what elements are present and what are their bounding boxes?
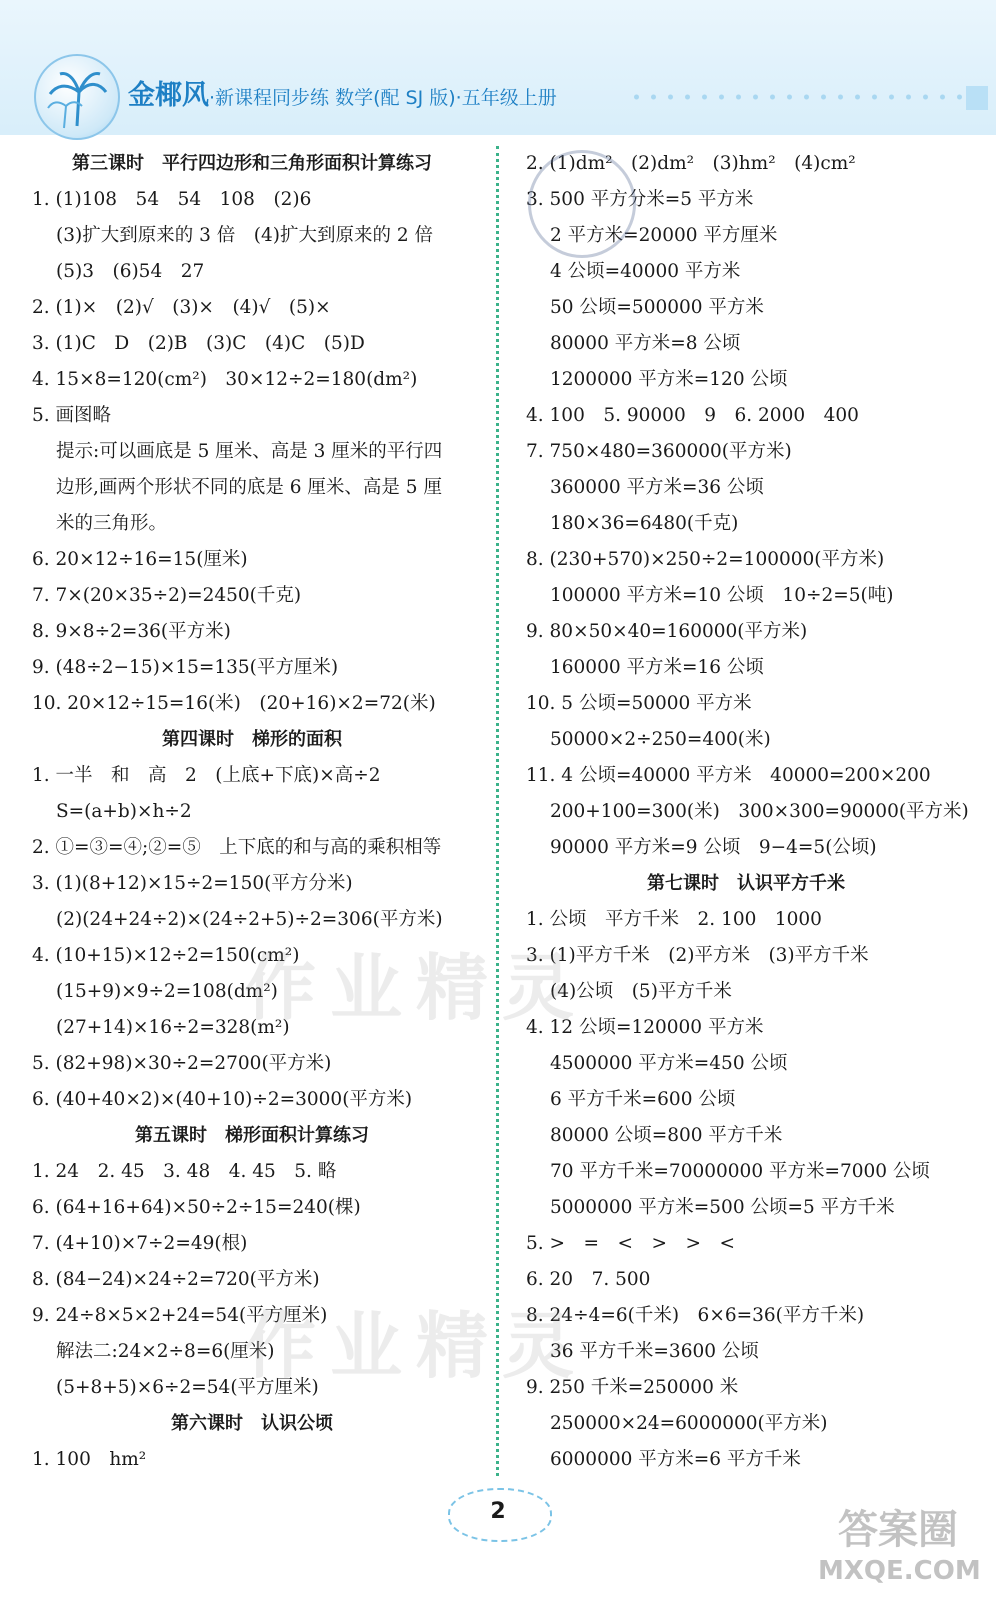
answer-item: 8. 24÷4=6(千米) 6×6=36(平方千米) xyxy=(526,1305,865,1326)
section-heading: 第四课时 梯形的面积 xyxy=(162,729,342,750)
answer-item: 5. 画图略 xyxy=(32,405,112,426)
page-header xyxy=(0,0,996,135)
answer-continuation: 80000 平方米=8 公顷 xyxy=(550,333,741,354)
answer-continuation: 360000 平方米=36 公顷 xyxy=(550,477,764,498)
answer-item: 5. > = < > > < xyxy=(526,1233,736,1254)
answer-continuation: 36 平方千米=3600 公顷 xyxy=(550,1341,759,1362)
answer-item: 3. 500 平方分米=5 平方米 xyxy=(526,189,754,210)
answer-item: 9. (48÷2−15)×15=135(平方厘米) xyxy=(32,657,339,678)
answer-continuation: (15+9)×9÷2=108(dm²) xyxy=(56,981,278,1002)
answer-item: 7. 7×(20×35÷2)=2450(千克) xyxy=(32,585,302,606)
answer-continuation: 2 平方米=20000 平方厘米 xyxy=(550,225,778,246)
answer-item: 1. 24 2. 45 3. 48 4. 45 5. 略 xyxy=(32,1161,337,1182)
column-divider xyxy=(496,146,499,1476)
header-title xyxy=(128,76,557,116)
corner-watermark xyxy=(818,1504,981,1594)
answer-continuation: (3)扩大到原来的 3 倍 (4)扩大到原来的 2 倍 xyxy=(56,225,433,246)
section-heading: 第五课时 梯形面积计算练习 xyxy=(135,1125,369,1146)
answer-continuation: 80000 公顷=800 平方千米 xyxy=(550,1125,783,1146)
answer-item: 2. (1)× (2)√ (3)× (4)√ (5)× xyxy=(32,297,331,318)
page-number: 2 xyxy=(490,1499,506,1524)
corner-watermark-title: 答案圈 xyxy=(838,1507,958,1553)
answer-continuation: 90000 平方米=9 公顷 9−4=5(公顷) xyxy=(550,837,877,858)
answer-continuation: (4)公顷 (5)平方千米 xyxy=(550,981,732,1002)
answer-item: 6. (64+16+64)×50÷2÷15=240(棵) xyxy=(32,1197,361,1218)
answer-item: 2. (1)dm² (2)dm² (3)hm² (4)cm² xyxy=(526,153,856,174)
answer-continuation: 180×36=6480(千克) xyxy=(550,513,739,534)
answer-item: 3. (1)C D (2)B (3)C (4)C (5)D xyxy=(32,333,365,354)
answer-item: 8. (84−24)×24÷2=720(平方米) xyxy=(32,1269,320,1290)
answer-item: 7. 750×480=360000(平方米) xyxy=(526,441,792,462)
answer-item: 8. 9×8÷2=36(平方米) xyxy=(32,621,231,642)
section-heading: 第七课时 认识平方千米 xyxy=(647,873,845,894)
section-heading: 第三课时 平行四边形和三角形面积计算练习 xyxy=(72,153,432,174)
answer-continuation: (5+8+5)×6÷2=54(平方厘米) xyxy=(56,1377,319,1398)
answer-item: 9. 24÷8×5×2+24=54(平方厘米) xyxy=(32,1305,328,1326)
answer-item: 1. 一半 和 高 2 (上底+下底)×高÷2 xyxy=(32,765,381,786)
answer-continuation: S=(a+b)×h÷2 xyxy=(56,801,192,822)
answer-item: 10. 20×12÷15=16(米) (20+16)×2=72(米) xyxy=(32,693,436,714)
answer-item: 6. 20×12÷16=15(厘米) xyxy=(32,549,248,570)
answer-continuation: 200+100=300(米) 300×300=90000(平方米) xyxy=(550,801,969,822)
answer-item: 1. 公顷 平方千米 2. 100 1000 xyxy=(526,909,822,930)
answer-continuation: 70 平方千米=70000000 平方米=7000 公顷 xyxy=(550,1161,930,1182)
answer-continuation: 解法二:24×2÷8=6(厘米) xyxy=(56,1341,275,1362)
answer-item: 2. ①=③=④;②=⑤ 上下底的和与高的乘积相等 xyxy=(32,837,442,858)
left-column xyxy=(32,146,472,1478)
answer-continuation: 50 公顷=500000 平方米 xyxy=(550,297,764,318)
right-column xyxy=(526,146,969,1478)
answer-item: 4. (10+15)×12÷2=150(cm²) xyxy=(32,945,300,966)
palm-tree-logo-icon xyxy=(34,54,120,140)
answer-continuation: (5)3 (6)54 27 xyxy=(56,261,205,282)
answer-item: 6. (40+40×2)×(40+10)÷2=3000(平方米) xyxy=(32,1089,413,1110)
answer-continuation: 5000000 平方米=500 公顷=5 平方千米 xyxy=(550,1197,895,1218)
stamp-circle xyxy=(528,150,636,258)
answer-continuation: 50000×2÷250=400(米) xyxy=(550,729,771,750)
answer-item: 3. (1)平方千米 (2)平方米 (3)平方千米 xyxy=(526,945,869,966)
header-corner-block xyxy=(966,86,988,110)
book-series: ·新课程同步练 数学(配 SJ 版)·五年级上册 xyxy=(209,87,557,109)
answer-item: 4. 100 5. 90000 9 6. 2000 400 xyxy=(526,405,859,426)
answer-continuation: 250000×24=6000000(平方米) xyxy=(550,1413,828,1434)
watermark-lower: 作业精灵 xyxy=(244,1304,589,1388)
watermark-middle: 作业精灵 xyxy=(244,946,589,1030)
answer-item: 9. 80×50×40=160000(平方米) xyxy=(526,621,808,642)
answer-continuation: (27+14)×16÷2=328(m²) xyxy=(56,1017,290,1038)
answer-item: 10. 5 公顷=50000 平方米 xyxy=(526,693,752,714)
answer-item: 9. 250 千米=250000 米 xyxy=(526,1377,739,1398)
brand-name: 金椰风 xyxy=(128,80,209,111)
answer-continuation: 4500000 平方米=450 公顷 xyxy=(550,1053,788,1074)
answer-item: 4. 15×8=120(cm²) 30×12÷2=180(dm²) xyxy=(32,369,418,390)
header-dot-decoration xyxy=(628,93,964,101)
answer-item: 3. (1)(8+12)×15÷2=150(平方分米) xyxy=(32,873,353,894)
answer-continuation: 1200000 平方米=120 公顷 xyxy=(550,369,788,390)
answer-item: 1. 100 hm² xyxy=(32,1449,147,1470)
answer-item: 7. (4+10)×7÷2=49(根) xyxy=(32,1233,248,1254)
corner-watermark-url: MXQE.COM xyxy=(818,1556,981,1586)
answer-continuation: 米的三角形。 xyxy=(56,513,168,534)
answer-continuation: 4 公顷=40000 平方米 xyxy=(550,261,741,282)
answer-continuation: 6000000 平方米=6 平方千米 xyxy=(550,1449,801,1470)
answer-item: 6. 20 7. 500 xyxy=(526,1269,651,1290)
answer-continuation: (2)(24+24÷2)×(24÷2+5)÷2=306(平方米) xyxy=(56,909,443,930)
answer-item: 8. (230+570)×250÷2=100000(平方米) xyxy=(526,549,885,570)
section-heading: 第六课时 认识公顷 xyxy=(171,1413,333,1434)
answer-continuation: 提示:可以画底是 5 厘米、高是 3 厘米的平行四 xyxy=(56,441,443,462)
answer-continuation: 6 平方千米=600 公顷 xyxy=(550,1089,736,1110)
answer-item: 1. (1)108 54 54 108 (2)6 xyxy=(32,189,312,210)
answer-item: 11. 4 公顷=40000 平方米 40000=200×200 xyxy=(526,765,931,786)
answer-continuation: 100000 平方米=10 公顷 10÷2=5(吨) xyxy=(550,585,894,606)
answer-continuation: 160000 平方米=16 公顷 xyxy=(550,657,764,678)
answer-continuation: 边形,画两个形状不同的底是 6 厘米、高是 5 厘 xyxy=(56,477,442,498)
answer-item: 5. (82+98)×30÷2=2700(平方米) xyxy=(32,1053,332,1074)
answer-item: 4. 12 公顷=120000 平方米 xyxy=(526,1017,764,1038)
